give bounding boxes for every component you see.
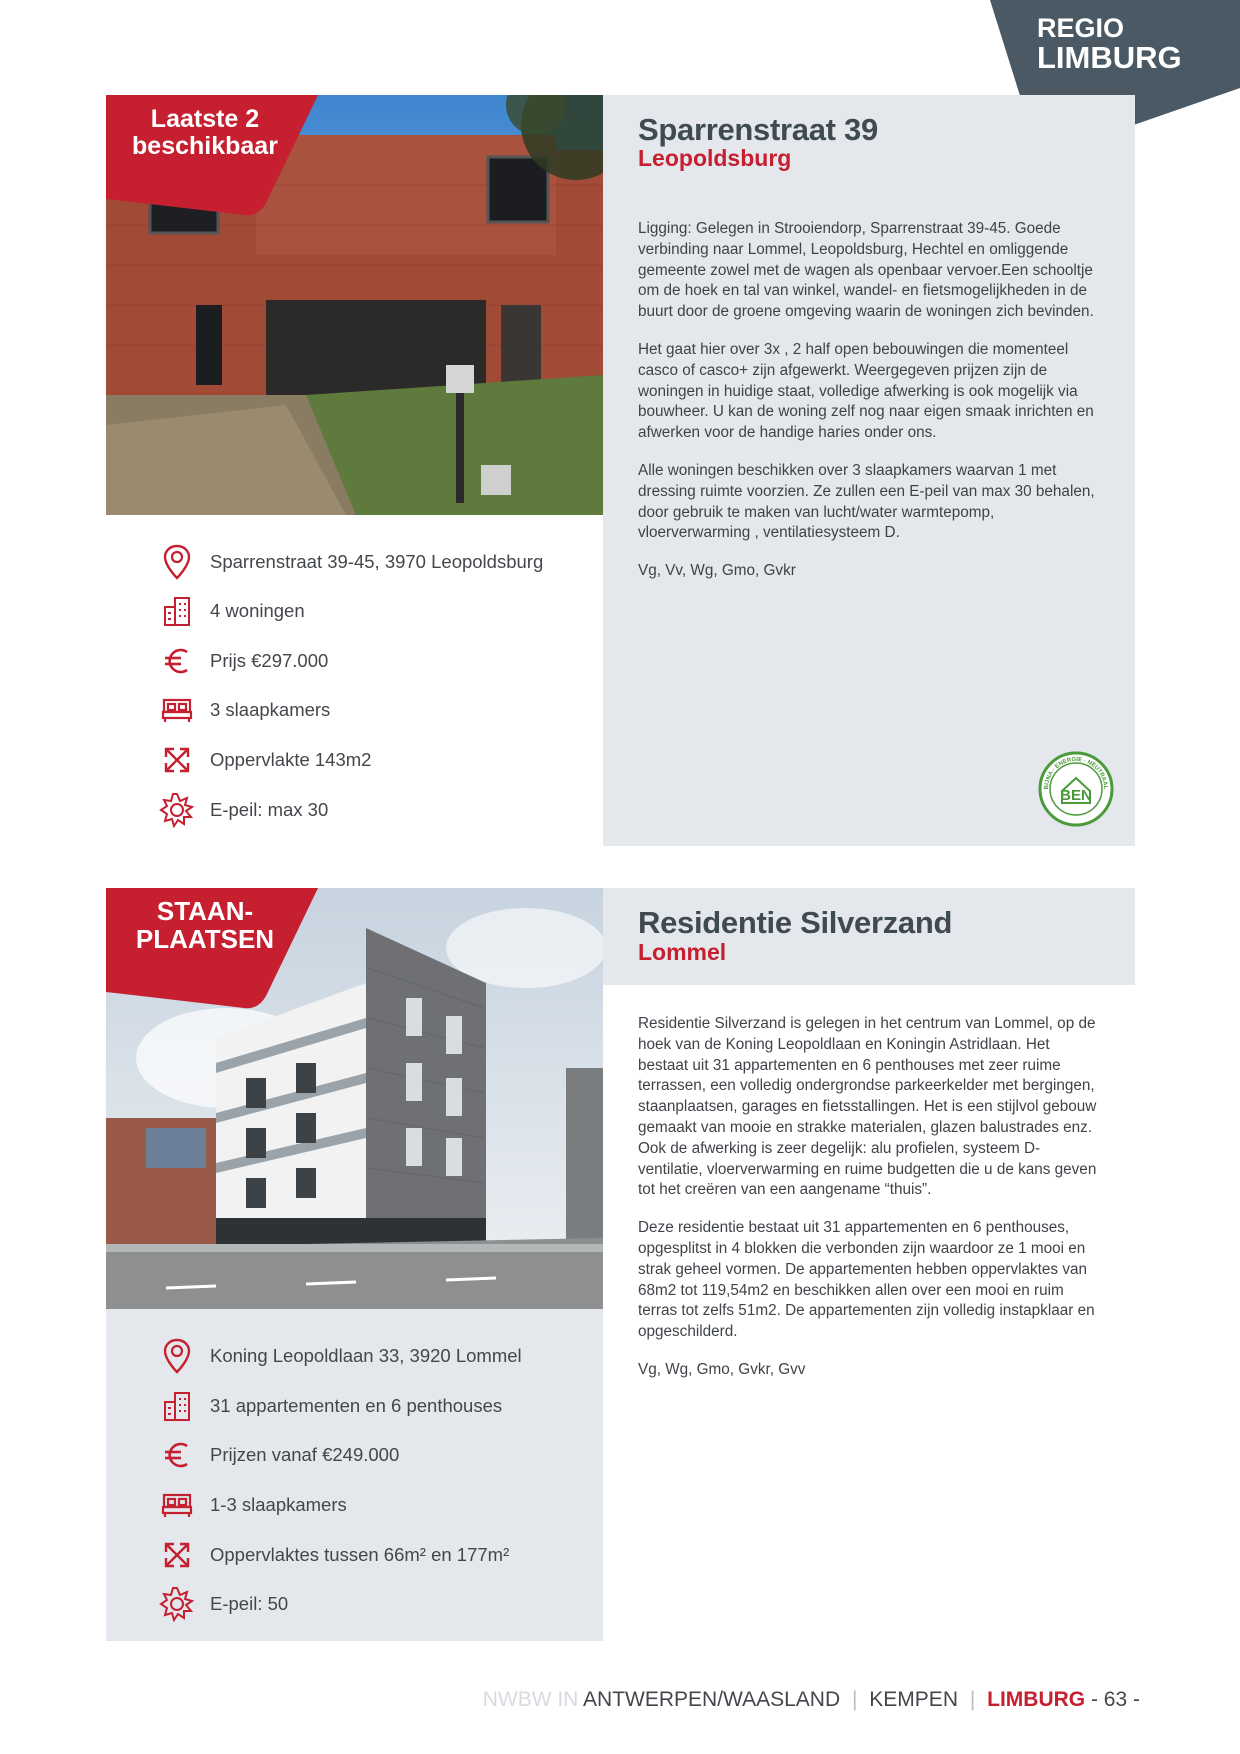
feature-text: Sparrenstraat 39-45, 3970 Leopoldsburg xyxy=(210,551,544,572)
feature-price xyxy=(158,1435,399,1475)
property-city: Lommel xyxy=(638,939,727,965)
building-icon xyxy=(158,1387,196,1425)
feature-text: Prijzen vanaf €249.000 xyxy=(210,1444,400,1465)
feature-text: Oppervlakte 143m2 xyxy=(210,749,372,770)
property-title: Sparrenstraat 39 xyxy=(638,112,878,147)
footer-region-link[interactable]: KEMPEN xyxy=(869,1688,958,1711)
region-label xyxy=(1037,14,1182,75)
ben-ring-text: BIJNA · ENERGIE · NEUTRAAL xyxy=(1043,756,1109,790)
property-title: Residentie Silverzand xyxy=(638,905,953,940)
description-paragraph: Vg, Vv, Wg, Gmo, Gvkr xyxy=(638,562,796,580)
location-pin-icon xyxy=(158,543,196,581)
status-badge xyxy=(120,897,290,953)
feature-address xyxy=(158,1336,522,1376)
energy-sun-icon xyxy=(158,791,196,829)
feature-text: 4 woningen xyxy=(210,600,305,621)
description-paragraph: Alle woningen beschikken over 3 slaapkamers waarvan 1 met dressing ruimte voorzien. Ze zullen een E-peil van max 30 behalen, door gebruik te maken van lucht/water warmtepomp, vloerverwarming , ventilatiesysteem D. xyxy=(638,461,1095,542)
feature-text: Oppervlaktes tussen 66m² en 177m² xyxy=(210,1544,510,1565)
feature-price xyxy=(158,641,328,681)
euro-icon xyxy=(158,642,196,680)
feature-bedrooms xyxy=(158,690,330,730)
page-footer xyxy=(483,1688,1140,1712)
property-description xyxy=(638,219,1100,599)
ben-label: BEN xyxy=(1060,787,1092,804)
footer-region-active[interactable]: LIMBURG xyxy=(987,1688,1086,1711)
description-paragraph: Het gaat hier over 3x , 2 half open bebouwingen die momenteel casco of casco+ zijn afgewerkt. Weergegeven prijzen zijn de woningen in huidige staat, volledige afwerking is ook mogelijk via bouwheer. U kan de woning zelf nog naar eigen smaak inrichten en afwerken voor de handige haries onder ons. xyxy=(638,340,1094,442)
feature-energy xyxy=(158,1584,288,1624)
region-label-line1: REGIO xyxy=(1037,13,1125,43)
description-paragraph: Ligging: Gelegen in Strooiendorp, Sparrenstraat 39-45. Goede verbinding naar Lommel, Leopoldsburg, Hechtel en omliggende gemeente zowel met de wagen als openbaar vervoer.Een schooltje om de hoek en tal van winkel, wandel- en fietsmogelijkheden in de buurt door de groene omgeving waarin de woningen zich bevinden. xyxy=(638,220,1094,321)
feature-text: Koning Leopoldlaan 33, 3920 Lommel xyxy=(210,1345,522,1366)
area-arrows-icon xyxy=(158,1536,196,1574)
feature-text: Prijs €297.000 xyxy=(210,650,329,671)
location-pin-icon xyxy=(158,1337,196,1375)
page-number: - 63 - xyxy=(1090,1688,1140,1711)
description-paragraph: Vg, Wg, Gmo, Gvkr, Gvv xyxy=(638,1360,806,1378)
feature-text: 3 slaapkamers xyxy=(210,699,331,720)
badge-line2: beschikbaar xyxy=(132,132,278,160)
feature-units xyxy=(158,591,305,631)
property-description xyxy=(638,1014,1100,1398)
feature-text: 1-3 slaapkamers xyxy=(210,1494,347,1515)
feature-area xyxy=(158,740,371,780)
bed-icon xyxy=(158,691,196,729)
footer-separator: | xyxy=(851,1688,858,1711)
bed-icon xyxy=(158,1486,196,1524)
energy-sun-icon xyxy=(158,1585,196,1623)
badge-line2: PLAATSEN xyxy=(135,924,275,955)
feature-energy xyxy=(158,790,328,830)
status-badge xyxy=(120,106,290,160)
property-city: Leopoldsburg xyxy=(638,145,792,171)
description-paragraph: Deze residentie bestaat uit 31 appartementen en 6 penthouses, opgesplitst in 4 blokken die verbonden zijn waardoor ze 1 mooi en strak geheel vormen. De appartementen hebben oppervlaktes van 68m2 tot 119,54m2 en beschikken allen over een mooi en ruim terras tot zelfs 51m2. De appartementen zijn volledig instapklaar en opgeschilderd. xyxy=(638,1219,1095,1341)
euro-icon xyxy=(158,1436,196,1474)
badge-line1: Laatste 2 xyxy=(150,105,260,133)
badge-line1: STAAN- xyxy=(156,896,254,926)
feature-text: 31 appartementen en 6 penthouses xyxy=(210,1395,503,1416)
feature-text: E-peil: max 30 xyxy=(210,799,329,820)
ben-seal-icon xyxy=(1038,751,1114,827)
footer-separator: | xyxy=(969,1688,976,1711)
footer-region-link[interactable]: ANTWERPEN/WAASLAND xyxy=(583,1688,841,1711)
area-arrows-icon xyxy=(158,741,196,779)
feature-address xyxy=(158,542,543,582)
building-icon xyxy=(158,592,196,630)
feature-area xyxy=(158,1535,509,1575)
ben-badge xyxy=(1038,751,1114,827)
footer-brand: NWBW IN xyxy=(482,1688,579,1711)
feature-text: E-peil: 50 xyxy=(210,1593,289,1614)
region-label-line2: LIMBURG xyxy=(1037,40,1182,76)
description-paragraph: Residentie Silverzand is gelegen in het centrum van Lommel, op de hoek van de Koning Leopoldlaan en Koningin Astridlaan. Het bestaat uit 31 appartementen en 6 penthouses met zeer ruime terrassen, een volledig ondergrondse parkeerkelder met bergingen, staanplaatsen, garages en fietsstallingen. Het is een stijlvol gebouw gemaakt van mooie en strakke materialen, glazen balustrades enz. Ook de afwerking is zeer degelijk: alu profielen, systeem D- ventilatie, vloerverwarming en ruime budgetten die u de kans geven tot het creëren van een aangename “thuis”. xyxy=(638,1015,1097,1199)
feature-bedrooms xyxy=(158,1485,347,1525)
feature-units xyxy=(158,1386,502,1426)
